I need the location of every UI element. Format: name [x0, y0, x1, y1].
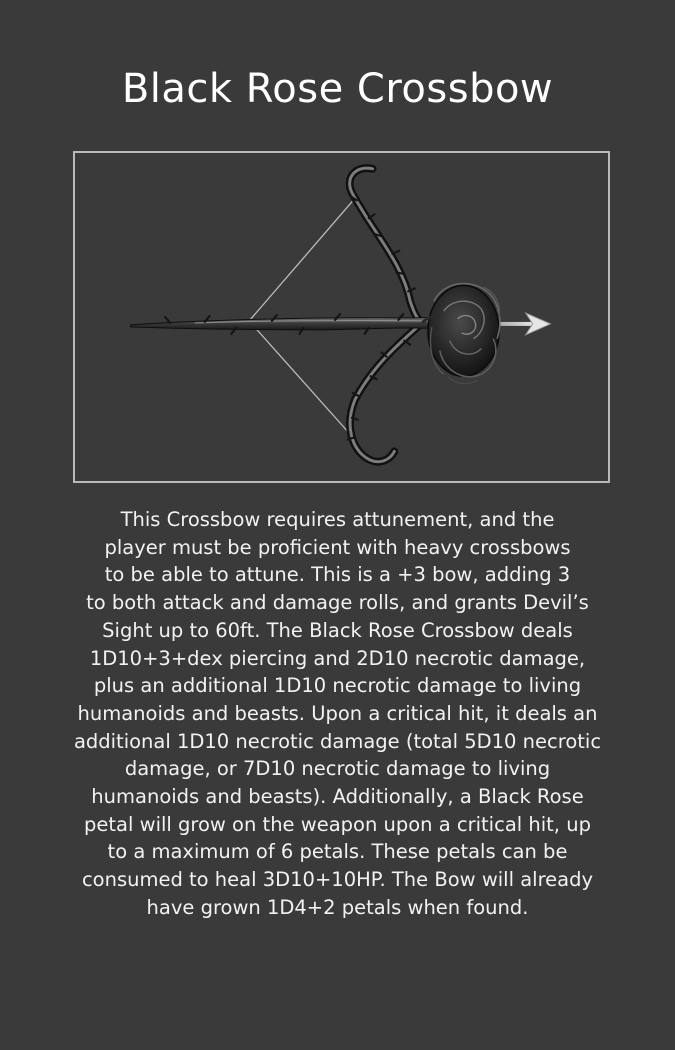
- description-line: to be able to attune. This is a +3 bow, adding 3: [104, 563, 571, 587]
- lower-bow-limb: [348, 323, 422, 462]
- description-line: player must be proficient with heavy crossbows: [104, 535, 571, 559]
- description-line: Sight up to 60ft. The Black Rose Crossbow deals: [102, 618, 573, 642]
- description-line: This Crossbow requires attunement, and the: [120, 508, 555, 531]
- description-line: humanoids and beasts). Additionally, a Black Rose: [91, 785, 584, 809]
- description-line: to both attack and damage rolls, and grants Devil’s: [86, 591, 589, 615]
- description-line: damage, or 7D10 necrotic damage to living: [124, 757, 551, 781]
- description-line: humanoids and beasts. Upon a critical hit, it deals an: [77, 701, 598, 725]
- upper-bow-limb: [350, 168, 422, 323]
- description-line: petal will grow on the weapon upon a critical hit, up: [84, 812, 591, 836]
- description-line: consumed to heal 3D10+10HP. The Bow will already: [81, 868, 594, 892]
- black-rose: [422, 284, 500, 384]
- page-title: Black Rose Crossbow: [121, 66, 554, 112]
- description-line: have grown 1D4+2 petals when found.: [146, 895, 529, 919]
- description-line: 1D10+3+dex piercing and 2D10 necrotic damage,: [89, 646, 586, 670]
- crossbow-stock: [131, 314, 444, 334]
- illustration-frame: [73, 151, 610, 483]
- item-description: [60, 506, 615, 922]
- description-line: to a maximum of 6 petals. These petals can be: [107, 840, 568, 864]
- description-line: additional 1D10 necrotic damage (total 5D10 necrotic: [73, 729, 602, 753]
- description-line: plus an additional 1D10 necrotic damage to living: [93, 674, 582, 698]
- black-rose-crossbow-icon: [75, 153, 608, 481]
